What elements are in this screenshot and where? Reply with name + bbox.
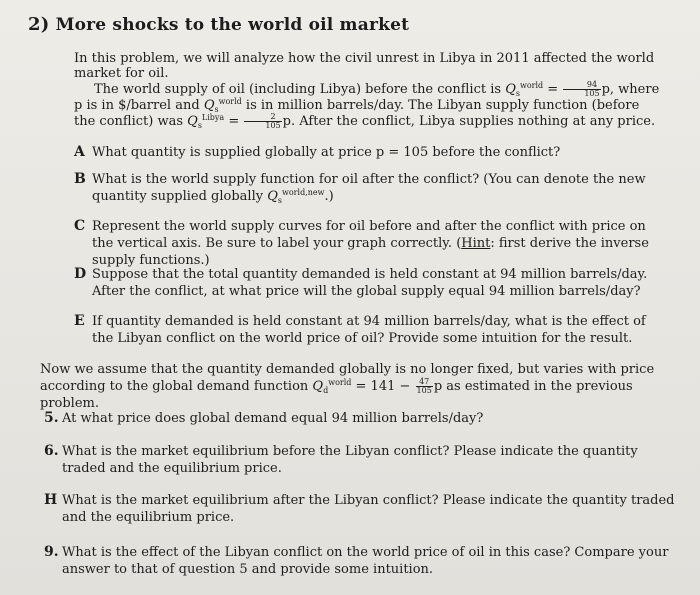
problem-title: [28, 14, 409, 35]
question-c: C Represent the world supply curves for oil before and after the conflict with price on the vertical axis. Be sure to label your graph correctly. (Hint: first derive the inverse supply functions.): [74, 218, 649, 268]
fraction-94-105: $\frac{94}{105}$: [563, 81, 600, 98]
question-marker: D: [74, 266, 87, 282]
demand-paragraph: Now we assume that the quantity demanded globally is no longer fixed, but varies with price according to the global demand function $Q_d^{world} = 141$ − $\frac{47}{105}$ p as estimated in the previous problem.: [40, 362, 655, 411]
question-marker: 9.: [44, 544, 59, 560]
question-text: What is the market equilibrium before the Libyan conflict? Please indicate the quantity traded and the equilibrium price.: [62, 444, 638, 476]
question-marker: A: [74, 144, 85, 160]
question-h: [44, 492, 677, 526]
problem-intro: [74, 51, 664, 130]
question-marker: 5.: [44, 410, 59, 426]
question-9: [44, 544, 677, 578]
fraction-47-105: $\frac{47}{105}$: [416, 377, 432, 395]
intro-paragraph-2: The world supply of oil (including Libya) before the conflict is $Q_s^{world}$ = $\frac{94}{105}$ p, where p is in $/barrel and $Q_s^{world}$ is in million barrels/day. The Libyan supply function (before the conflict) was $Q_s^{Libya}$ = $\frac{2}{105}$ p. After the conflict, Libya supplies nothing at any price.: [74, 80, 660, 130]
question-marker: H: [44, 492, 58, 508]
question-text: What is the market equilibrium after the Libyan conflict? Please indicate the quantity traded and the equilibrium price.: [62, 493, 675, 525]
problem-title-text: More shocks to the world oil market: [55, 15, 410, 35]
question-text: Suppose that the total quantity demanded is held constant at 94 million barrels/day. After the conflict, at what price will the global supply equal 94 million barrels/day?: [92, 267, 648, 299]
question-e: [74, 313, 662, 347]
question-text: What is the effect of the Libyan conflict on the world price of oil in this case? Compare your answer to that of question 5 and provide some intuition.: [62, 545, 669, 577]
question-marker: 6.: [44, 443, 59, 459]
question-d: [74, 266, 660, 300]
question-5: [44, 410, 672, 427]
question-text: At what price does global demand equal 94 million barrels/day?: [62, 411, 484, 426]
intro-paragraph-1: In this problem, we will analyze how the civil unrest in Libya in 2011 affected the world market for oil.: [74, 51, 655, 81]
question-marker: E: [74, 313, 85, 329]
question-marker: B: [74, 171, 86, 187]
question-a: [74, 144, 652, 161]
question-marker: C: [74, 218, 86, 234]
fraction-2-105: $\frac{2}{105}$: [244, 113, 281, 130]
question-6: [44, 443, 677, 477]
hint-label: Hint: [461, 236, 491, 251]
problem-number: 2): [28, 14, 50, 35]
question-text: If quantity demanded is held constant at 94 million barrels/day, what is the effect of the Libyan conflict on the world price of oil? Provide some intuition for the result.: [92, 314, 646, 346]
question-b: B What is the world supply function for oil after the conflict? (You can denote the new quantity supplied globally $Q_s^{world,new}$.): [74, 171, 646, 205]
question-text: What quantity is supplied globally at price p = 105 before the conflict?: [92, 145, 561, 160]
